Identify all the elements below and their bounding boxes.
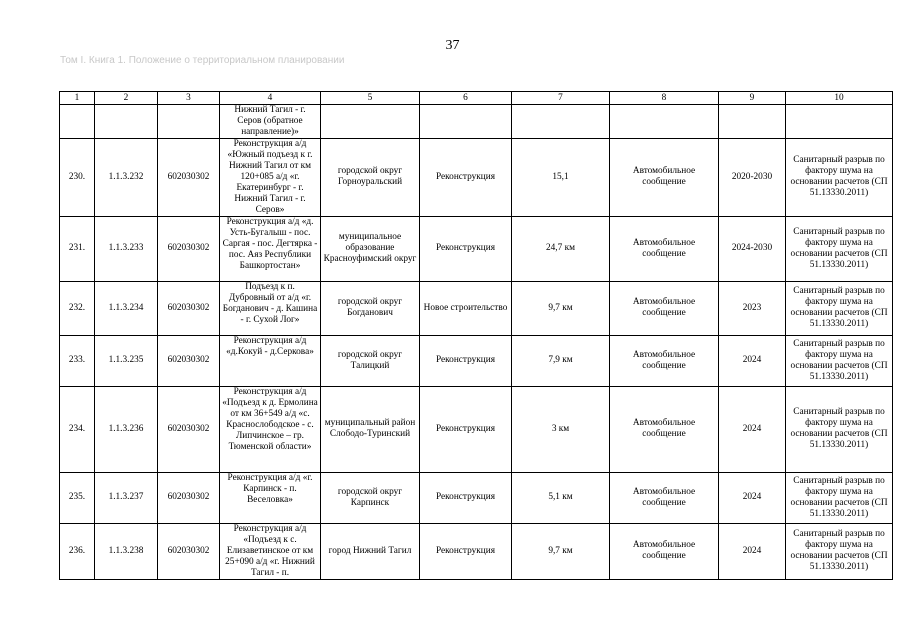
zone-cell (786, 105, 893, 139)
length-cell: 7,9 км (512, 335, 610, 386)
purpose-cell: Автомобильное сообщение (610, 472, 719, 523)
period-cell: 2023 (719, 281, 786, 335)
column-number: 9 (719, 92, 786, 105)
zone-cell: Санитарный разрыв по фактору шума на основании расчетов (СП 51.13330.2011) (786, 335, 893, 386)
code-cell: 1.1.3.236 (95, 386, 158, 472)
table-row (60, 281, 893, 335)
column-number: 1 (60, 92, 95, 105)
table-row (60, 138, 893, 216)
period-cell: 2024-2030 (719, 216, 786, 281)
object-name-cell: Реконструкция а/д «Южный подъезд к г. Нижний Тагил от км 120+085 а/д «г. Екатеринбург - г. Нижний Тагил - г. Серов» (220, 138, 321, 216)
table-row (60, 386, 893, 472)
row-number-cell: 236. (60, 523, 95, 579)
purpose-cell: Автомобильное сообщение (610, 523, 719, 579)
classifier-cell: 602030302 (158, 335, 220, 386)
object-name-cell: Реконструкция а/д «д. Усть-Бугалыш - пос. Саргая - пос. Дегтярка - пос. Аяз Республики Башкортостан» (220, 216, 321, 281)
column-number: 7 (512, 92, 610, 105)
page-number: 37 (445, 38, 460, 53)
code-cell: 1.1.3.235 (95, 335, 158, 386)
length-cell: 15,1 (512, 138, 610, 216)
row-number-cell: 234. (60, 386, 95, 472)
row-number-cell: 232. (60, 281, 95, 335)
period-cell: 2024 (719, 335, 786, 386)
zone-cell: Санитарный разрыв по фактору шума на основании расчетов (СП 51.13330.2011) (786, 472, 893, 523)
zone-cell: Санитарный разрыв по фактору шума на основании расчетов (СП 51.13330.2011) (786, 281, 893, 335)
purpose-cell (610, 105, 719, 139)
municipality-cell (321, 105, 420, 139)
classifier-cell: 602030302 (158, 523, 220, 579)
object-name-cell: Реконструкция а/д «Подъезд к д. Ермолина от км 36+549 а/д «с. Краснослободское - с. Липчинское – гр. Тюменской области» (220, 386, 321, 472)
code-cell (95, 105, 158, 139)
work-type-cell: Реконструкция (420, 523, 512, 579)
purpose-cell: Автомобильное сообщение (610, 335, 719, 386)
table-row (60, 472, 893, 523)
purpose-cell: Автомобильное сообщение (610, 386, 719, 472)
row-number-cell: 233. (60, 335, 95, 386)
municipality-cell: городской округ Карпинск (321, 472, 420, 523)
running-header: Том I. Книга 1. Положение о территориальном планировании (60, 55, 345, 66)
object-name-cell: Нижний Тагил - г. Серов (обратное направление)» (220, 105, 321, 139)
column-number: 10 (786, 92, 893, 105)
code-cell: 1.1.3.237 (95, 472, 158, 523)
municipality-cell: городской округ Богданович (321, 281, 420, 335)
classifier-cell (158, 105, 220, 139)
row-number-cell: 231. (60, 216, 95, 281)
column-number: 4 (220, 92, 321, 105)
table-row (60, 216, 893, 281)
length-cell (512, 105, 610, 139)
work-type-cell: Реконструкция (420, 386, 512, 472)
period-cell (719, 105, 786, 139)
length-cell: 24,7 км (512, 216, 610, 281)
work-type-cell: Реконструкция (420, 138, 512, 216)
object-name-cell: Реконструкция а/д «г. Карпинск - п. Веселовка» (220, 472, 321, 523)
zone-cell: Санитарный разрыв по фактору шума на основании расчетов (СП 51.13330.2011) (786, 216, 893, 281)
period-cell: 2020-2030 (719, 138, 786, 216)
code-cell: 1.1.3.232 (95, 138, 158, 216)
municipality-cell: муниципальное образование Красноуфимский округ (321, 216, 420, 281)
municipality-cell: городской округ Горноуральский (321, 138, 420, 216)
zone-cell: Санитарный разрыв по фактору шума на основании расчетов (СП 51.13330.2011) (786, 386, 893, 472)
period-cell: 2024 (719, 472, 786, 523)
column-number: 2 (95, 92, 158, 105)
purpose-cell: Автомобильное сообщение (610, 216, 719, 281)
object-name-cell: Реконструкция а/д «д.Кокуй - д.Серкова» (220, 335, 321, 386)
object-name-cell: Подъезд к п. Дубровный от а/д «г. Богданович - д. Кашина - г. Сухой Лог» (220, 281, 321, 335)
length-cell: 3 км (512, 386, 610, 472)
length-cell: 9,7 км (512, 281, 610, 335)
code-cell: 1.1.3.238 (95, 523, 158, 579)
length-cell: 9,7 км (512, 523, 610, 579)
table-row (60, 335, 893, 386)
work-type-cell: Новое строительство (420, 281, 512, 335)
work-type-cell (420, 105, 512, 139)
object-name-cell: Реконструкция а/д «Подъезд к с. Елизаветинское от км 25+090 а/д «г. Нижний Тагил - п. (220, 523, 321, 579)
column-number: 5 (321, 92, 420, 105)
length-cell: 5,1 км (512, 472, 610, 523)
period-cell: 2024 (719, 523, 786, 579)
zone-cell: Санитарный разрыв по фактору шума на основании расчетов (СП 51.13330.2011) (786, 523, 893, 579)
period-cell: 2024 (719, 386, 786, 472)
work-type-cell: Реконструкция (420, 335, 512, 386)
municipality-cell: город Нижний Тагил (321, 523, 420, 579)
table-row (60, 105, 893, 139)
classifier-cell: 602030302 (158, 386, 220, 472)
classifier-cell: 602030302 (158, 138, 220, 216)
zone-cell: Санитарный разрыв по фактору шума на основании расчетов (СП 51.13330.2011) (786, 138, 893, 216)
classifier-cell: 602030302 (158, 472, 220, 523)
work-type-cell: Реконструкция (420, 216, 512, 281)
planning-table (59, 91, 893, 580)
municipality-cell: муниципальный район Слободо-Туринский (321, 386, 420, 472)
row-number-cell: 235. (60, 472, 95, 523)
classifier-cell: 602030302 (158, 281, 220, 335)
work-type-cell: Реконструкция (420, 472, 512, 523)
code-cell: 1.1.3.233 (95, 216, 158, 281)
column-number: 3 (158, 92, 220, 105)
column-number-row (60, 92, 893, 105)
row-number-cell (60, 105, 95, 139)
table-row (60, 523, 893, 579)
row-number-cell: 230. (60, 138, 95, 216)
column-number: 6 (420, 92, 512, 105)
purpose-cell: Автомобильное сообщение (610, 281, 719, 335)
municipality-cell: городской округ Талицкий (321, 335, 420, 386)
purpose-cell: Автомобильное сообщение (610, 138, 719, 216)
code-cell: 1.1.3.234 (95, 281, 158, 335)
column-number: 8 (610, 92, 719, 105)
classifier-cell: 602030302 (158, 216, 220, 281)
